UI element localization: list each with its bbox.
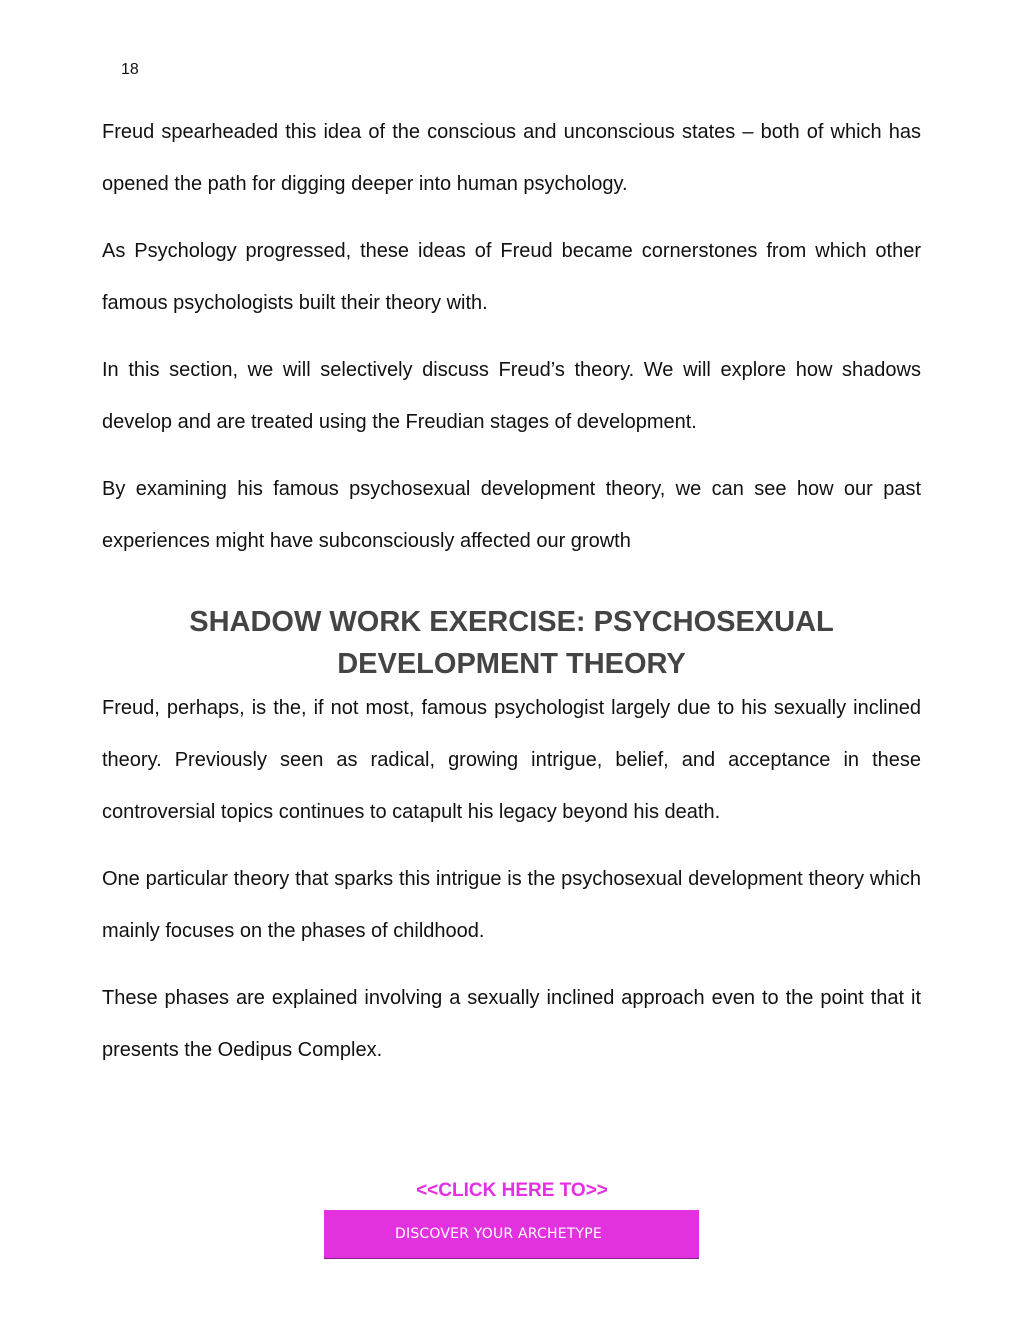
section-heading bbox=[102, 601, 921, 685]
section-paragraph-3: These phases are explained involving a sexually inclined approach even to the point that it presents the Oedipus Complex. bbox=[102, 987, 921, 1061]
section-heading-line-1: SHADOW WORK EXERCISE: PSYCHOSEXUAL bbox=[189, 606, 834, 638]
intro-paragraph-4: By examining his famous psychosexual development theory, we can see how our past experiences might have subconsciously affected our growth bbox=[102, 478, 921, 552]
discover-archetype-button[interactable] bbox=[324, 1210, 699, 1258]
section-heading-line-2: DEVELOPMENT THEORY bbox=[337, 648, 686, 680]
intro-paragraph-2: As Psychology progressed, these ideas of Freud became cornerstones from which other famous psychologists built their theory with. bbox=[102, 240, 921, 314]
cta-link-text[interactable]: <<CLICK HERE TO>> bbox=[416, 1180, 608, 1201]
discover-archetype-button-label: DISCOVER YOUR ARCHETYPE bbox=[395, 1226, 602, 1242]
section-paragraph-1: Freud, perhaps, is the, if not most, famous psychologist largely due to his sexually inclined theory. Previously seen as radical, growing intrigue, belief, and acceptance in these controversial topics continues to catapult his legacy beyond his death. bbox=[102, 697, 921, 823]
intro-paragraph-1: Freud spearheaded this idea of the conscious and unconscious states – both of which has opened the path for digging deeper into human psychology. bbox=[102, 121, 921, 195]
intro-paragraph-3: In this section, we will selectively discuss Freud’s theory. We will explore how shadows develop and are treated using the Freudian stages of development. bbox=[102, 359, 921, 433]
page-content bbox=[102, 106, 921, 1076]
page-number: 18 bbox=[121, 61, 139, 78]
section-paragraph-2: One particular theory that sparks this intrigue is the psychosexual development theory which mainly focuses on the phases of childhood. bbox=[102, 868, 921, 942]
